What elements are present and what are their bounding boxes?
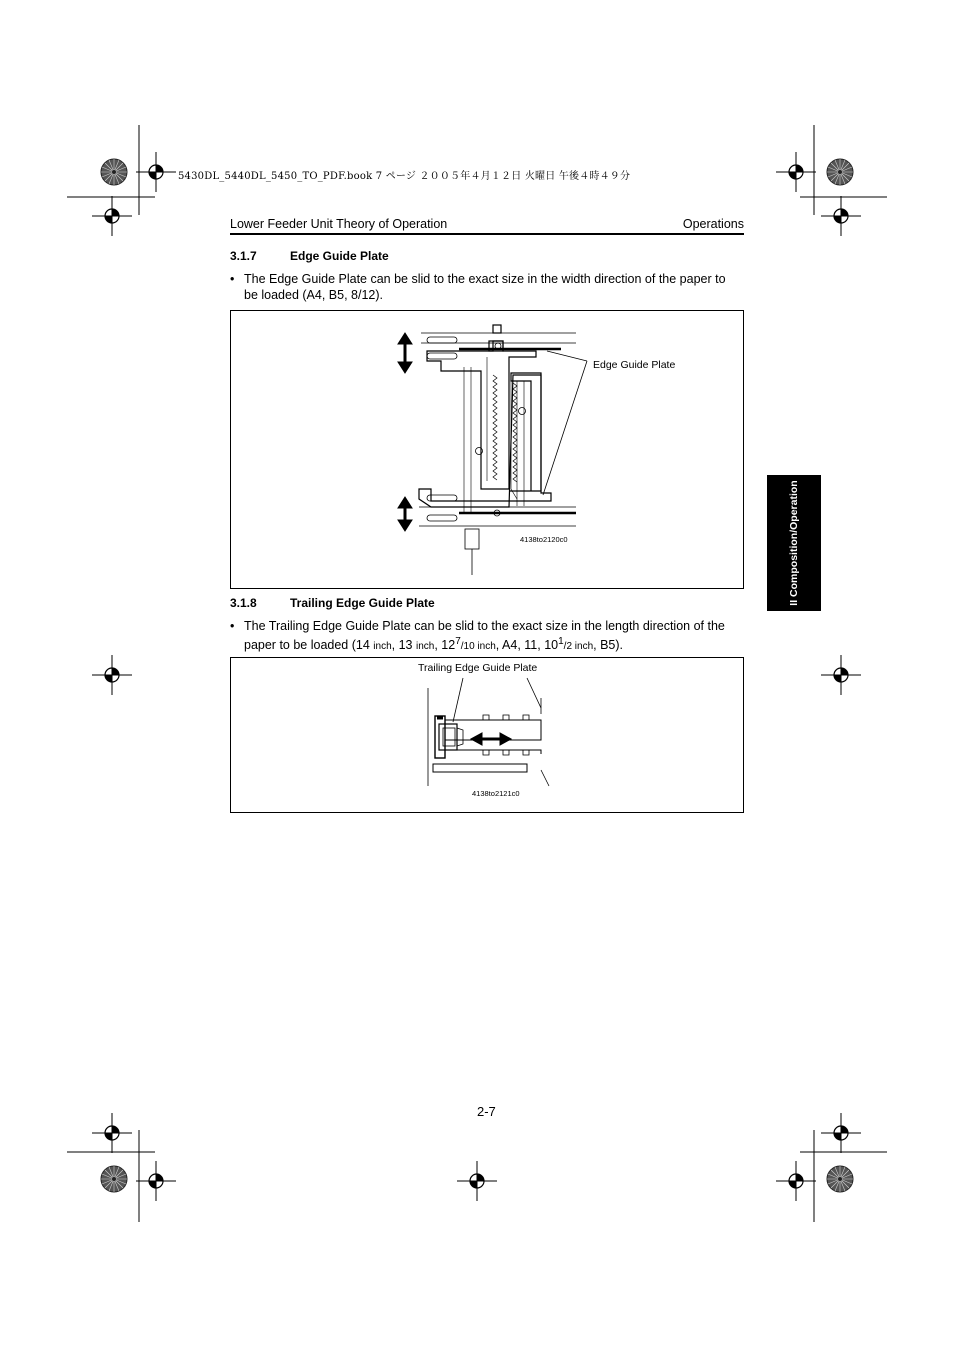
bullet-text-seg: , A4, 11, 10 [495, 638, 559, 653]
unit-inch: inch [373, 641, 392, 653]
bullet-text-seg: , 12 [434, 638, 456, 653]
print-info-line: 5430DL_5440DL_5450_TO_PDF.book 7 ページ ２００５年４月１２日 火曜日 午後４時４９分 [178, 171, 631, 182]
bullet-paragraph [230, 271, 730, 305]
edge-guide-plate-diagram [231, 311, 743, 588]
figure-edge-guide-plate [230, 310, 744, 589]
unit-inch: inch [572, 641, 594, 653]
fraction-denominator: /10 [460, 641, 475, 653]
bullet-text-line1: The Trailing Edge Guide Plate can be slid to the exact size in the length direction of the [244, 619, 725, 633]
header-rule [230, 233, 744, 235]
fraction-numerator: 1 [558, 636, 564, 647]
fraction-numerator: 7 [455, 636, 461, 647]
section-title: Edge Guide Plate [290, 249, 389, 263]
bullet-paragraph [230, 618, 730, 652]
figure-callout-label: Edge Guide Plate [593, 359, 676, 371]
fraction-denominator: /2 [563, 641, 573, 653]
bullet-text [244, 618, 740, 655]
figure-code: 4138to2121c0 [472, 789, 520, 798]
bullet-text-seg: , 13 [391, 638, 416, 653]
figure-trailing-edge-guide-plate [230, 657, 744, 813]
chapter-tab-label: II Composition/Operation [788, 480, 800, 606]
figure-code: 4138to2120c0 [520, 535, 568, 544]
bullet-text-pre: paper to be loaded (14 [244, 638, 374, 653]
section-number: 3.1.7 [230, 249, 257, 263]
unit-inch: inch [415, 641, 435, 653]
figure-callout-label: Trailing Edge Guide Plate [418, 662, 538, 674]
unit-inch: inch [474, 641, 496, 653]
section-number: 3.1.8 [230, 596, 257, 610]
running-header-section: Operations [682, 217, 744, 231]
bullet-text: The Edge Guide Plate can be slid to the exact size in the width direction of the paper to be loaded (A4, B5, 8/12). [244, 272, 726, 302]
running-header-title: Lower Feeder Unit Theory of Operation [230, 217, 448, 231]
bullet-dot: • [230, 272, 235, 286]
page-number: 2-7 [477, 1104, 496, 1119]
chapter-tab [767, 475, 821, 611]
bullet-dot: • [230, 619, 235, 633]
section-title: Trailing Edge Guide Plate [290, 596, 435, 610]
bullet-text-seg: , B5). [593, 638, 624, 653]
